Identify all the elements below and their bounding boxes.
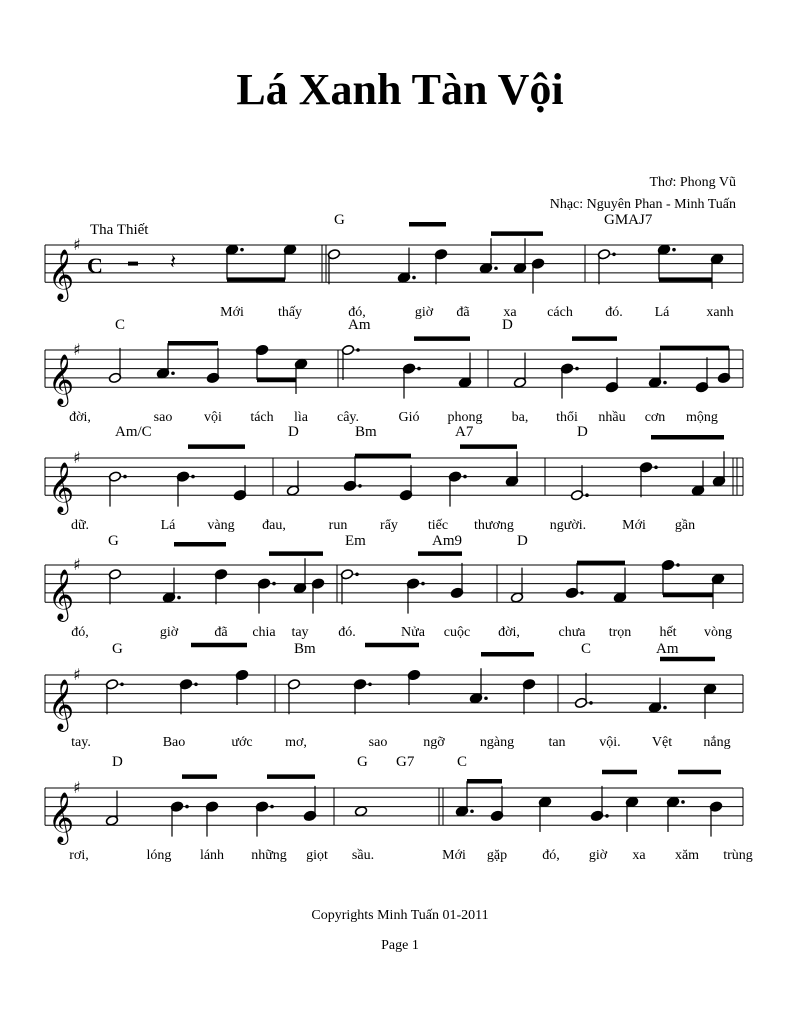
lyric-syllable: sao	[153, 410, 173, 426]
lyric-syllable: nhầu	[598, 410, 626, 426]
dot	[470, 809, 474, 813]
chord-symbol: C	[115, 317, 126, 333]
treble-clef-icon: 𝄞	[48, 569, 75, 621]
lyric-syllable: đã	[456, 305, 470, 321]
chord-symbol: G	[112, 641, 123, 657]
lyric-syllable: đó,	[542, 848, 560, 864]
quarter-rest-icon: 𝄽	[170, 249, 177, 274]
lyric-syllable: đó.	[605, 305, 623, 321]
dot	[612, 253, 616, 257]
lyric-syllable: thấy	[277, 305, 303, 321]
lyric-syllable: cuộc	[443, 625, 471, 641]
chord-symbol: D	[502, 317, 513, 333]
lyric-syllable: vội.	[599, 735, 621, 751]
sharp-icon: ♯	[73, 555, 81, 574]
lyric-syllable: xa	[632, 848, 646, 864]
lyric-syllable: gặp	[486, 848, 508, 864]
lyric-syllable: gần	[674, 518, 696, 534]
dot	[272, 582, 276, 586]
lyric-syllable: dữ.	[70, 518, 90, 534]
dot	[575, 367, 579, 371]
chord-symbol: C	[457, 754, 468, 770]
lyric-syllable: giờ	[159, 625, 179, 641]
lyric-syllable: những	[251, 848, 287, 864]
lyric-syllable: vàng	[207, 518, 235, 534]
sharp-icon: ♯	[73, 448, 81, 467]
lyric-syllable: mộng	[686, 410, 718, 426]
chord-symbol: Am	[348, 317, 371, 333]
lyric-syllable: tan	[548, 735, 566, 751]
dot	[417, 367, 421, 371]
sharp-icon: ♯	[73, 778, 81, 797]
treble-clef-icon: 𝄞	[48, 792, 75, 844]
lyric-syllable: cây.	[336, 410, 360, 426]
music-credit: Nhạc: Nguyên Phan - Minh Tuấn	[549, 197, 736, 212]
dot	[270, 805, 274, 809]
dot	[194, 683, 198, 687]
dot	[355, 573, 359, 577]
dot	[358, 484, 362, 488]
sharp-icon: ♯	[73, 665, 81, 684]
chord-symbol: D	[577, 424, 588, 440]
chord-symbol: G	[357, 754, 368, 770]
lyric-syllable: Mới	[442, 848, 466, 864]
lyric-syllable: vội	[204, 410, 222, 426]
lyric-syllable: lánh	[199, 848, 225, 864]
treble-clef-icon: 𝄞	[48, 249, 75, 301]
song-title: Lá Xanh Tàn Vội	[236, 65, 564, 114]
lyric-syllable: lóng	[146, 848, 172, 864]
dot	[676, 563, 680, 567]
dot	[605, 814, 609, 818]
chord-symbol: C	[581, 641, 592, 657]
lyric-syllable: ngàng	[479, 735, 515, 751]
lyric-syllable: run	[328, 518, 348, 534]
lyric-syllable: tách	[250, 410, 274, 426]
chord-symbol: Bm	[355, 424, 377, 440]
chord-symbol: G	[108, 533, 119, 549]
lyric-syllable: đó.	[338, 625, 356, 641]
lyric-syllable: thương	[474, 518, 514, 534]
sharp-icon: ♯	[73, 235, 81, 254]
chord-symbol: Am	[656, 641, 679, 657]
dot	[191, 475, 195, 479]
sharp-icon: ♯	[73, 340, 81, 359]
time-signature: C	[87, 252, 103, 278]
copyright-notice: Copyrights Minh Tuấn 01-2011	[311, 908, 489, 923]
lyric-syllable: rẩy	[380, 518, 398, 534]
lyric-syllable: tay.	[71, 735, 91, 751]
dot	[585, 493, 589, 497]
lyric-syllable: sao	[368, 735, 388, 751]
lyric-syllable: vòng	[704, 625, 732, 641]
dot	[580, 591, 584, 595]
lyric-syllable: Bao	[162, 735, 186, 751]
lyric-syllable: sầu.	[351, 848, 375, 864]
dot	[494, 266, 498, 270]
chord-symbol: G	[334, 212, 345, 228]
lyric-syllable: Nửa	[401, 625, 425, 641]
dot	[663, 381, 667, 385]
half-rest	[128, 262, 138, 266]
dot	[681, 800, 685, 804]
chord-symbol: D	[288, 424, 299, 440]
dot	[240, 248, 244, 252]
dot	[421, 582, 425, 586]
dot	[356, 348, 360, 352]
lyric-syllable: trùng	[723, 848, 753, 864]
lyric-syllable: mơ,	[285, 735, 307, 751]
note-head	[354, 806, 367, 817]
chord-symbol: Bm	[294, 641, 316, 657]
lyric-syllable: người.	[549, 518, 587, 534]
treble-clef-icon: 𝄞	[48, 354, 75, 406]
lyric-syllable: Lá	[160, 518, 176, 534]
lyric-syllable: đời,	[69, 410, 91, 426]
lyric-syllable: tay	[291, 625, 309, 641]
lyric-syllable: xăm	[674, 848, 700, 864]
lyric-syllable: giờ	[414, 305, 434, 321]
lyric-syllable: chia	[252, 625, 276, 641]
lyric-syllable: Mới	[220, 305, 244, 321]
dot	[484, 696, 488, 700]
lyric-syllable: Mới	[622, 518, 646, 534]
lyric-syllable: cách	[547, 305, 573, 321]
dot	[463, 475, 467, 479]
lyric-syllable: tiếc	[427, 518, 449, 534]
chord-symbol: Em	[345, 533, 366, 549]
dot	[654, 466, 658, 470]
chord-symbol: D	[517, 533, 528, 549]
lyric-syllable: đó,	[348, 305, 366, 321]
page-number: Page 1	[381, 938, 419, 953]
lyric-syllable: giờ	[588, 848, 608, 864]
lyric-syllable: thổi	[556, 410, 578, 426]
lyric-syllable: chưa	[558, 625, 586, 641]
lyric-syllable: ba,	[511, 410, 529, 426]
lyric-syllable: phong	[447, 410, 483, 426]
dot	[120, 683, 124, 687]
lyric-syllable: cơn	[644, 410, 666, 426]
lyric-syllable: hết	[659, 625, 677, 641]
lyric-syllable: đó,	[71, 625, 89, 641]
chord-symbol: Am9	[432, 533, 462, 549]
dot	[672, 248, 676, 252]
lyric-syllable: xanh	[706, 305, 734, 321]
dot	[123, 475, 127, 479]
chord-symbol: G7	[396, 754, 415, 770]
chord-symbol: Am/C	[115, 424, 152, 440]
lyric-syllable: ngỡ	[423, 735, 445, 751]
dot	[589, 701, 593, 705]
lyric-syllable: xa	[503, 305, 517, 321]
dot	[368, 683, 372, 687]
lyric-syllable: Lá	[654, 305, 670, 321]
poem-credit: Thơ: Phong Vũ	[649, 175, 736, 190]
dot	[412, 276, 416, 280]
dot	[171, 371, 175, 375]
lyric-syllable: Gió	[398, 410, 420, 426]
dot	[177, 596, 181, 600]
chord-symbol: GMAJ7	[604, 212, 653, 228]
lyric-syllable: rơi,	[69, 848, 89, 864]
dot	[185, 805, 189, 809]
treble-clef-icon: 𝄞	[48, 462, 75, 514]
chord-symbol: D	[112, 754, 123, 770]
tempo-marking: Tha Thiết	[90, 222, 149, 238]
lyric-syllable: đã	[214, 625, 228, 641]
chord-symbol: A7	[455, 424, 474, 440]
lyric-syllable: lìa	[294, 410, 308, 426]
lyric-syllable: giọt	[306, 848, 328, 864]
lyric-syllable: ước	[231, 735, 253, 751]
lyric-syllable: Vệt	[651, 735, 673, 751]
dot	[663, 706, 667, 710]
lyric-syllable: đau,	[262, 518, 286, 534]
lyric-syllable: trọn	[608, 625, 632, 641]
treble-clef-icon: 𝄞	[48, 679, 75, 731]
lyric-syllable: đời,	[498, 625, 520, 641]
lyric-syllable: nắng	[703, 735, 731, 751]
